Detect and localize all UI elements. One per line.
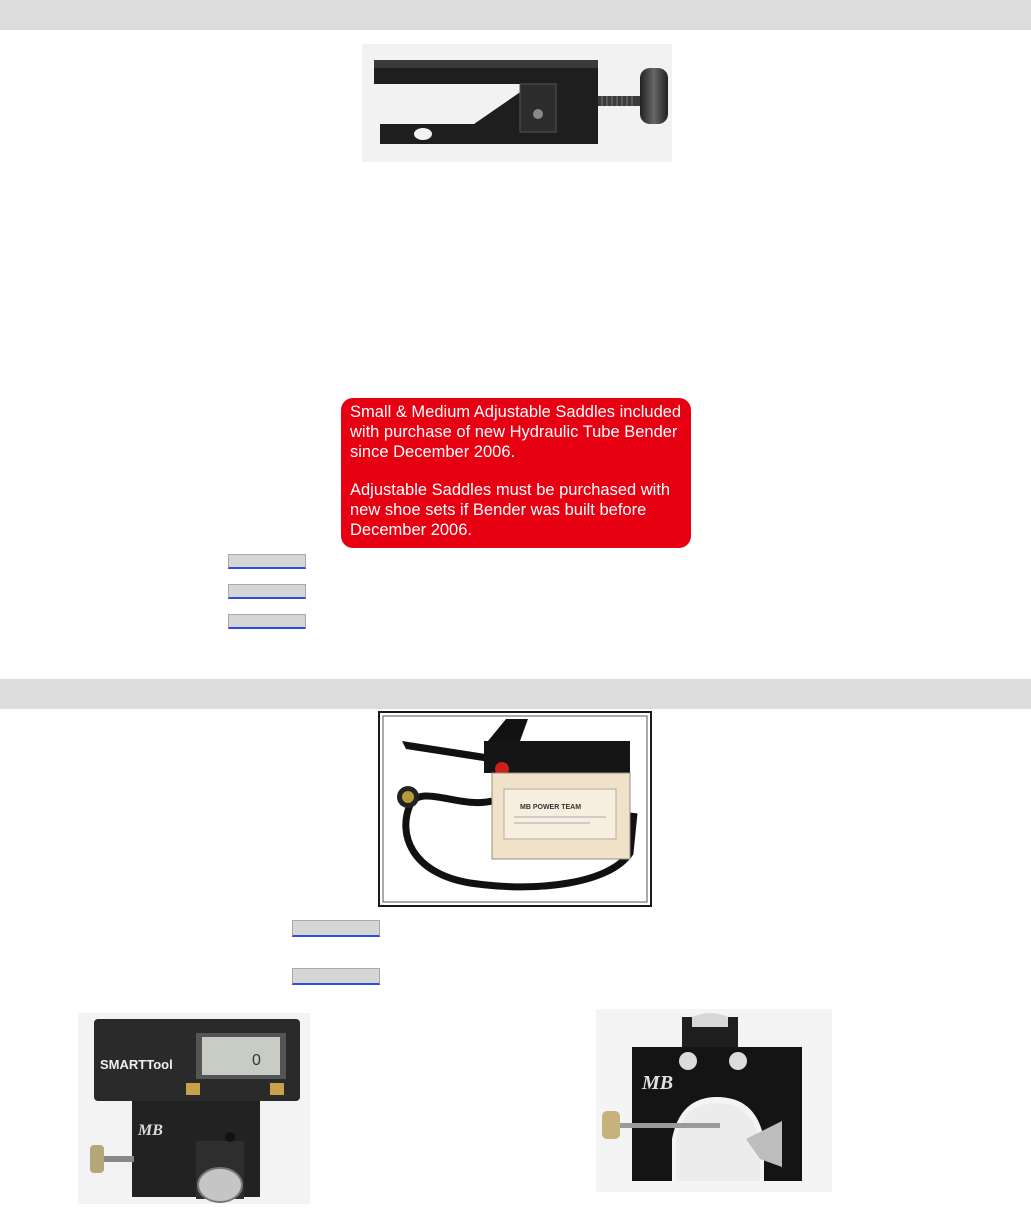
pump-label: MB POWER TEAM [520,804,582,811]
section-header-bar-pump [0,679,1031,709]
hydraulic-pump-photo [378,711,652,907]
smart-tool-reading: 0 [252,1052,261,1069]
adjustable-saddle-photo [362,44,672,162]
saddle-purchase-notice [341,398,691,548]
section-header-bar [0,0,1031,30]
smart-tool-brand: SMARTTool [100,1057,173,1072]
mb-saddle-clamp-photo [596,1009,832,1192]
clamp-logo: MB [642,1072,674,1094]
saddle-add-to-cart-button-1[interactable] [228,554,306,569]
smart-tool-angle-finder-photo [78,1013,310,1204]
smart-tool-mount-logo: MB [138,1122,163,1139]
saddle-add-to-cart-button-2[interactable] [228,584,306,599]
pump-add-to-cart-button-1[interactable] [292,920,380,937]
notice-paragraph-included: Small & Medium Adjustable Saddles included with purchase of new Hydraulic Tube Bender since December 2006. [350,403,682,461]
pump-add-to-cart-button-2[interactable] [292,968,380,985]
saddle-add-to-cart-button-3[interactable] [228,614,306,629]
notice-paragraph-purchase: Adjustable Saddles must be purchased with new shoe sets if Bender was built before December 2006. [350,481,671,539]
